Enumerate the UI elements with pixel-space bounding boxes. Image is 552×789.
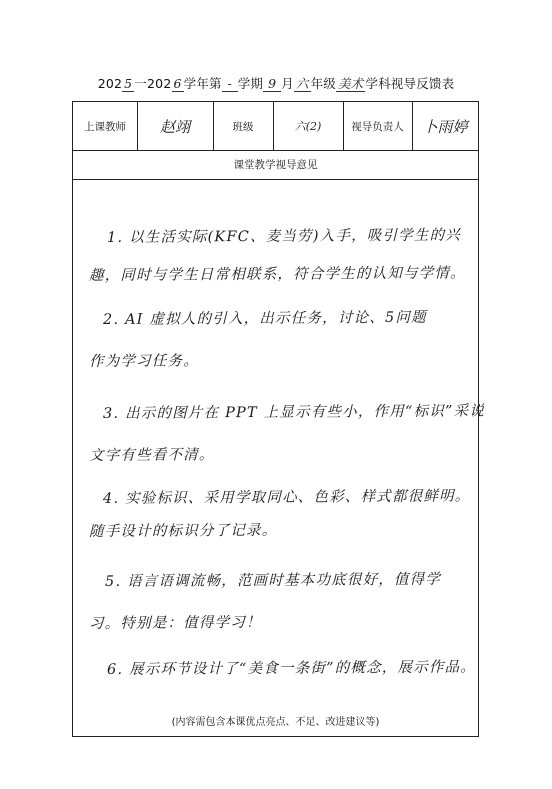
feedback-line: 习。特别是：值得学习！ <box>88 614 262 632</box>
label-month: 月 <box>281 76 294 91</box>
feedback-line: 2. AI 虚拟人的引入，出示任务，讨论、5问题 <box>102 309 427 328</box>
subject-handwritten: 美术 <box>337 76 364 91</box>
feedback-line: 趣，同时与学生日常相联系，符合学生的认知与学情。 <box>88 265 466 284</box>
label-grade: 年级 <box>310 76 336 91</box>
year-prefix-start: 202 <box>97 76 123 91</box>
feedback-line: 文字有些看不清。 <box>88 447 215 464</box>
feedback-line: 3. 出示的图片在 PPT 上显示有些小，作用“标识”采说 <box>102 403 486 422</box>
year-end-handwritten: 6 <box>173 76 182 91</box>
feedback-line: 5. 语言语调流畅，范画时基本功底很好，值得学 <box>104 571 442 590</box>
section-title: 课堂教学视导意见 <box>233 159 318 171</box>
feedback-line: 1. 以生活实际(KFC、麦当劳)入手，吸引学生的兴 <box>106 227 462 246</box>
grade-handwritten: 六 <box>295 76 309 91</box>
teacher-value: 赵翊 <box>159 117 190 136</box>
feedback-line: 随手设计的标识分了记录。 <box>88 522 278 540</box>
class-label: 班级 <box>232 120 254 133</box>
feedback-line: 作为学习任务。 <box>88 353 199 370</box>
footer-note: (内容需包含本课优点亮点、不足、改进建议等) <box>171 717 380 728</box>
feedback-line: 6. 展示环节设计了“美食一条街”的概念，展示作品。 <box>106 659 477 678</box>
form-title <box>0 76 552 92</box>
supervisor-value: 卜雨婷 <box>422 117 468 136</box>
divider <box>73 179 478 180</box>
year-prefix-end: 202 <box>147 76 172 91</box>
label-form-name: 学科视导反馈表 <box>365 76 455 91</box>
supervisor-label: 视导负责人 <box>351 120 404 133</box>
month-handwritten: 9 <box>263 77 281 92</box>
year-dash: 一 <box>134 76 148 91</box>
class-value: 六(2) <box>294 120 322 133</box>
teacher-label: 上课教师 <box>84 120 126 133</box>
feedback-line: 4. 实验标识、采用学取同心、色彩、样式都很鲜明。 <box>102 488 471 507</box>
year-start-handwritten: 5 <box>124 76 133 91</box>
label-school-year: 学年第 <box>183 76 222 91</box>
label-term: 学期 <box>237 76 264 91</box>
feedback-table <box>72 101 486 737</box>
term-handwritten: - <box>222 77 238 92</box>
